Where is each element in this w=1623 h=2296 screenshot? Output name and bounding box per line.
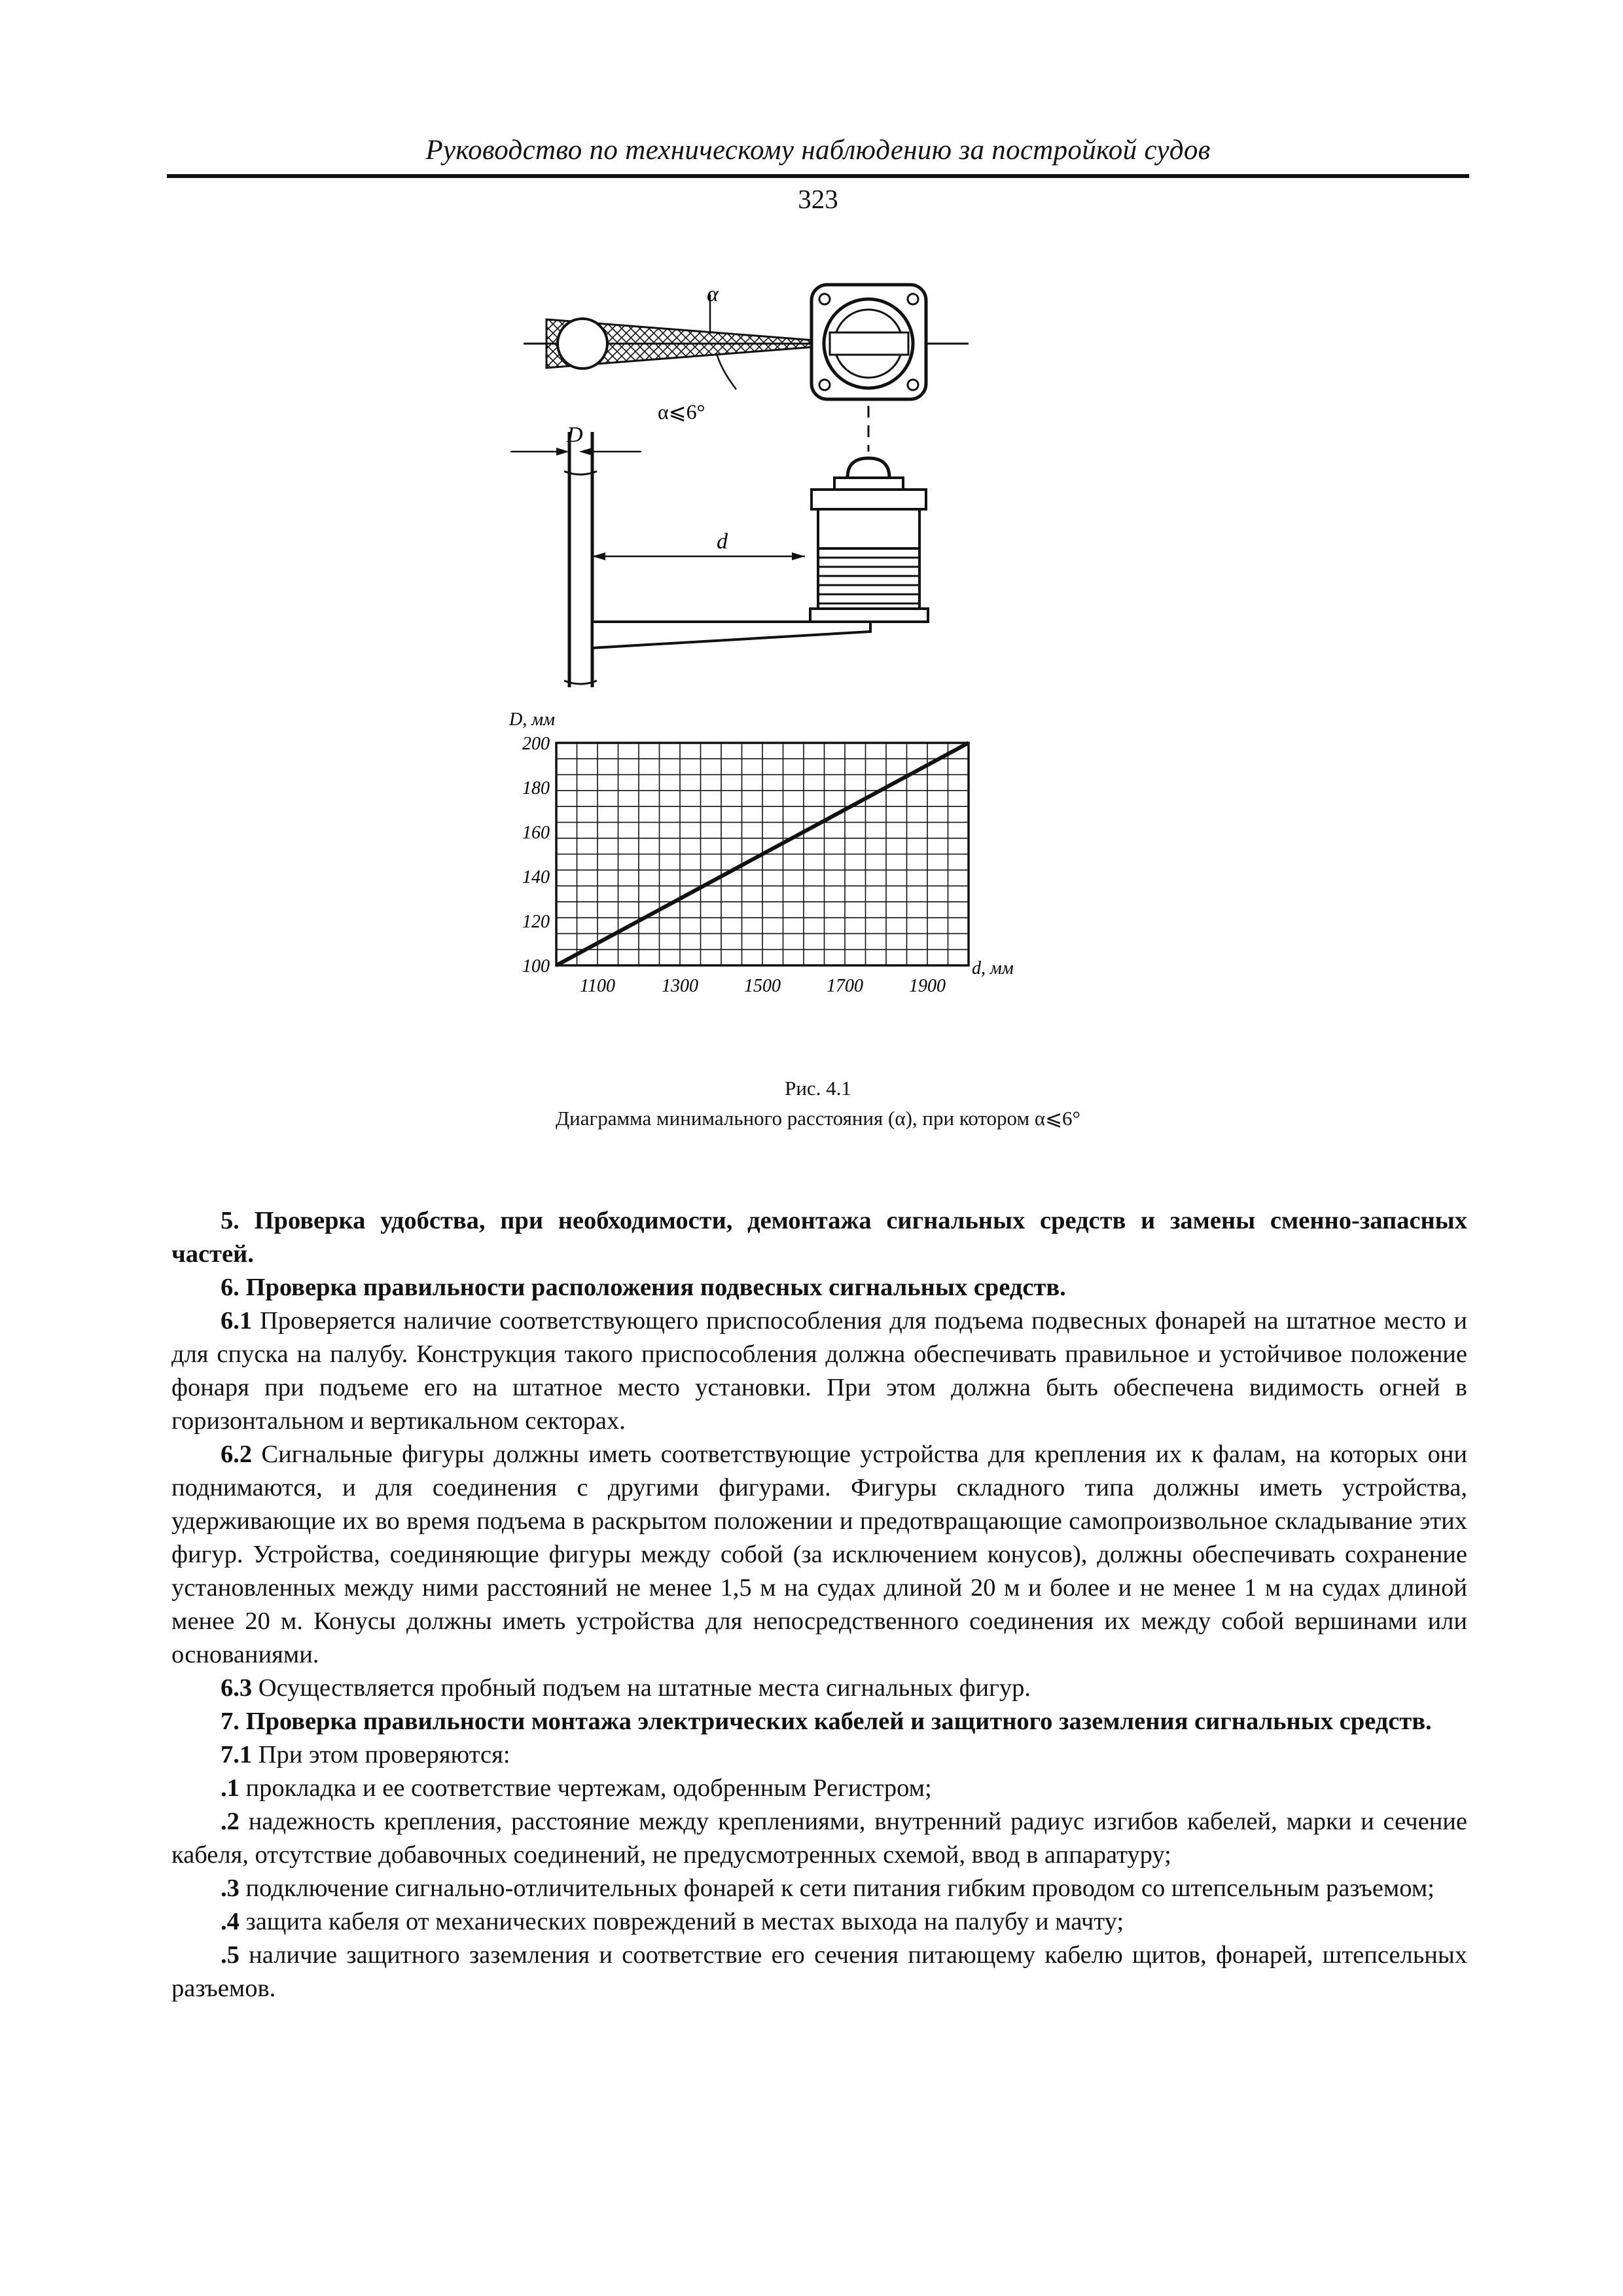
list-item-2	[171, 1805, 1467, 1872]
y-tick-label: 180	[522, 778, 550, 798]
alpha-limit-label: α⩽6°	[658, 400, 705, 423]
alpha-arrow	[717, 353, 736, 389]
num: 6.1	[221, 1307, 253, 1335]
lantern-side-view	[810, 458, 928, 622]
section-6-heading: 6. Проверка правильности расположения подвесных сигнальных средств.	[221, 1274, 1066, 1301]
x-tick-label: 1900	[909, 976, 946, 996]
caption-text: Диаграмма минимального расстояния (α), при котором α⩽6°	[556, 1107, 1080, 1130]
y-tick-label: 200	[522, 734, 550, 754]
num: 6.3	[221, 1674, 253, 1702]
y-tick-label: 100	[522, 956, 550, 977]
num: .3	[221, 1874, 240, 1902]
d-label: d	[717, 529, 728, 554]
list-item-1	[171, 1772, 1467, 1805]
y-tick-label: 160	[522, 823, 550, 843]
d-vs-D-chart	[508, 709, 1014, 996]
text: защита кабеля от механических повреждений в местах выхода на палубу и мачту;	[239, 1908, 1124, 1935]
paragraph-6-3	[171, 1672, 1467, 1705]
text: подключение сигнально-отличительных фонарей к сети питания гибким проводом со штепсельным разъемом;	[239, 1874, 1435, 1902]
lantern-top-view	[812, 285, 926, 452]
figure-caption	[167, 1073, 1469, 1134]
num: .2	[221, 1808, 240, 1835]
num: 6.2	[221, 1441, 253, 1468]
alpha-label: α	[707, 282, 719, 306]
x-tick-label: 1500	[744, 976, 781, 996]
x-axis-label: d, мм	[972, 958, 1014, 978]
D-label: D	[567, 423, 583, 447]
y-tick-label: 140	[522, 867, 550, 888]
num: .1	[221, 1774, 240, 1802]
side-view	[510, 423, 928, 687]
y-axis-label: D, мм	[509, 709, 555, 730]
section-5-heading: 5. Проверка удобства, при необходимости, демонтажа сигнальных средств и замены сменно-запасных частей.	[171, 1207, 1467, 1268]
figure-4-1	[484, 255, 1113, 1028]
paragraph-6-2	[171, 1438, 1467, 1672]
num: .5	[221, 1941, 240, 1969]
page-number: 323	[798, 184, 838, 214]
num: 7.1	[221, 1741, 253, 1768]
list-item-5	[171, 1939, 1467, 2005]
text: наличие защитного заземления и соответствие его сечения питающему кабелю щитов, фонарей, штепсельных разъемов.	[171, 1941, 1467, 2002]
text: Осуществляется пробный подъем на штатные места сигнальных фигур.	[252, 1674, 1031, 1702]
x-tick-label: 1100	[580, 976, 615, 996]
num: .4	[221, 1908, 240, 1935]
header-rule	[167, 174, 1469, 178]
text: Проверяется наличие соответствующего приспособления для подъема подвесных фонарей на штатное место и для спуска на палубу. Конструкция такого приспособления должна обеспечивать правильное и устойчивое положение фонаря при подъеме его на штатное место установки. При этом должна быть обеспечена видимость огней в горизонтальном и вертикальном секторах.	[171, 1307, 1467, 1435]
text: Сигнальные фигуры должны иметь соответствующие устройства для крепления их к фалам, на которых они поднимаются, и для соединения с другими фигурами. Фигуры складного типа должны иметь устройства, удерживающие их во время подъема в раскрытом положении и предотвращающие самопроизвольное складывание этих фигур. Устройства, соединяющие фигуры между собой (за исключением конусов), должны обеспечивать сохранение установленных между ними расстояний не менее 1,5 м на судах длиной 20 м и более и не менее 1 м на судах длиной менее 20 м. Конусы должны иметь устройства для непосредственного соединения их между собой вершинами или основаниями.	[171, 1441, 1467, 1668]
top-view	[524, 282, 969, 452]
paragraph-7-1	[171, 1738, 1467, 1772]
section-7-heading: 7. Проверка правильности монтажа электрических кабелей и защитного заземления сигнальных средств.	[221, 1708, 1432, 1735]
x-tick-label: 1300	[662, 976, 698, 996]
y-tick-label: 120	[522, 912, 550, 932]
text: прокладка и ее соответствие чертежам, одобренным Регистром;	[239, 1774, 932, 1802]
text: При этом проверяются:	[252, 1741, 510, 1768]
figure-drawing	[484, 255, 1113, 1028]
text: надежность крепления, расстояние между креплениями, внутренний радиус изгибов кабелей, марки и сечение кабеля, отсутствие добавочных соединений, не предусмотренных схемой, ввод в аппаратуру;	[171, 1808, 1467, 1869]
bracket	[592, 622, 870, 648]
list-item-3	[171, 1872, 1467, 1905]
caption-number: Рис. 4.1	[785, 1077, 851, 1100]
body-text	[171, 1204, 1467, 2005]
list-item-4	[171, 1905, 1467, 1939]
paragraph-6-1	[171, 1304, 1467, 1438]
x-tick-label: 1700	[827, 976, 863, 996]
running-title: Руководство по техническому наблюдению за постройкой судов	[425, 135, 1211, 166]
mast-circle	[558, 319, 607, 368]
